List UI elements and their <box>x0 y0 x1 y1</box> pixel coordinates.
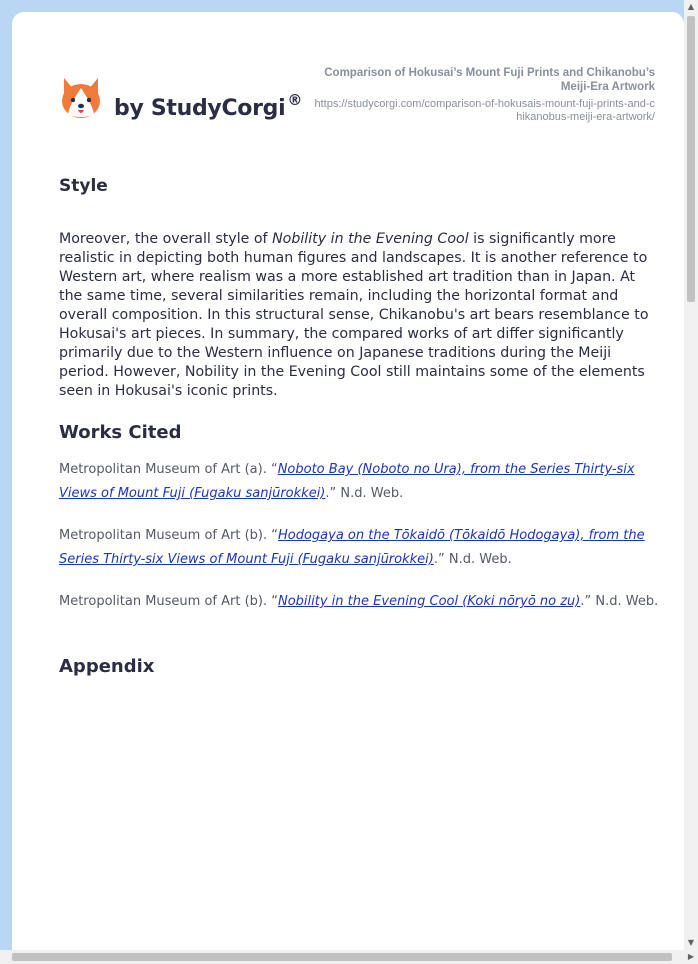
document-url[interactable]: https://studycorgi.com/comparison-of-hokusais-mount-fuji-prints-and-chikanobus-meiji-era-artwork/ <box>314 98 655 123</box>
citation-item <box>59 458 659 506</box>
citation-prefix: Metropolitan Museum of Art (b). “ <box>59 594 278 609</box>
paragraph-text: is significantly more realistic in depicting both human figures and landscapes. It is another reference to Western art, where realism was a more established art tradition than in Japan. At the same time, several similarities remain, including the horizontal format and overall composition. In this structural sense, Chikanobu's art bears resemblance to Hokusai's art pieces. In summary, the compared works of art differ significantly primarily due to the Western influence on Japanese traditions during the Meiji period. However, Nobility in the Evening Cool still maintains some of the elements seen in Hokusai's iconic prints. <box>59 231 649 399</box>
citation-suffix: .” N.d. Web. <box>580 594 659 609</box>
artwork-title-italic: Nobility in the Evening Cool <box>272 231 469 247</box>
document-page <box>12 12 684 952</box>
citation-link[interactable]: Noboto Bay (Noboto no Ura), from the Series Thirty-six Views of Mount Fuji (Fugaku sanjūrokkei) <box>59 462 635 501</box>
paragraph-text: Moreover, the overall style of <box>59 231 273 247</box>
appendix-heading: Appendix <box>59 656 155 677</box>
citations-list <box>59 458 659 632</box>
citation-prefix: Metropolitan Museum of Art (a). “ <box>59 462 278 477</box>
citation-item <box>59 524 659 572</box>
citation-suffix: .” N.d. Web. <box>325 486 404 501</box>
horizontal-scroll-thumb[interactable] <box>12 953 672 961</box>
horizontal-scrollbar[interactable] <box>0 950 698 964</box>
registered-mark: ® <box>287 91 303 109</box>
citation-link[interactable]: Hodogaya on the Tōkaidō (Tōkaidō Hodogaya), from the Series Thirty-six Views of Mount Fuji (Fugaku sanjūrokkei) <box>59 528 645 567</box>
scroll-right-arrow-icon[interactable]: ▶ <box>687 952 695 961</box>
citation-suffix: .” N.d. Web. <box>433 552 512 567</box>
document-header <box>12 12 684 152</box>
citation-prefix: Metropolitan Museum of Art (b). “ <box>59 528 278 543</box>
style-paragraph <box>59 230 659 401</box>
scroll-down-arrow-icon[interactable]: ▼ <box>687 938 695 947</box>
brand-text: by StudyCorgi <box>114 96 286 121</box>
vertical-scroll-thumb[interactable] <box>687 16 695 302</box>
corgi-logo-icon <box>60 76 102 120</box>
style-heading: Style <box>59 176 108 196</box>
citation-item <box>59 590 659 614</box>
brand-name[interactable] <box>114 91 303 121</box>
works-cited-heading: Works Cited <box>59 422 182 443</box>
scroll-up-arrow-icon[interactable]: ▲ <box>687 2 695 11</box>
citation-link[interactable]: Nobility in the Evening Cool (Koki nōryō no zu) <box>277 594 581 609</box>
vertical-scrollbar[interactable] <box>684 0 698 950</box>
document-title: Comparison of Hokusai’s Mount Fuji Prints and Chikanobu’s Meiji-Era Artwork <box>324 67 655 93</box>
